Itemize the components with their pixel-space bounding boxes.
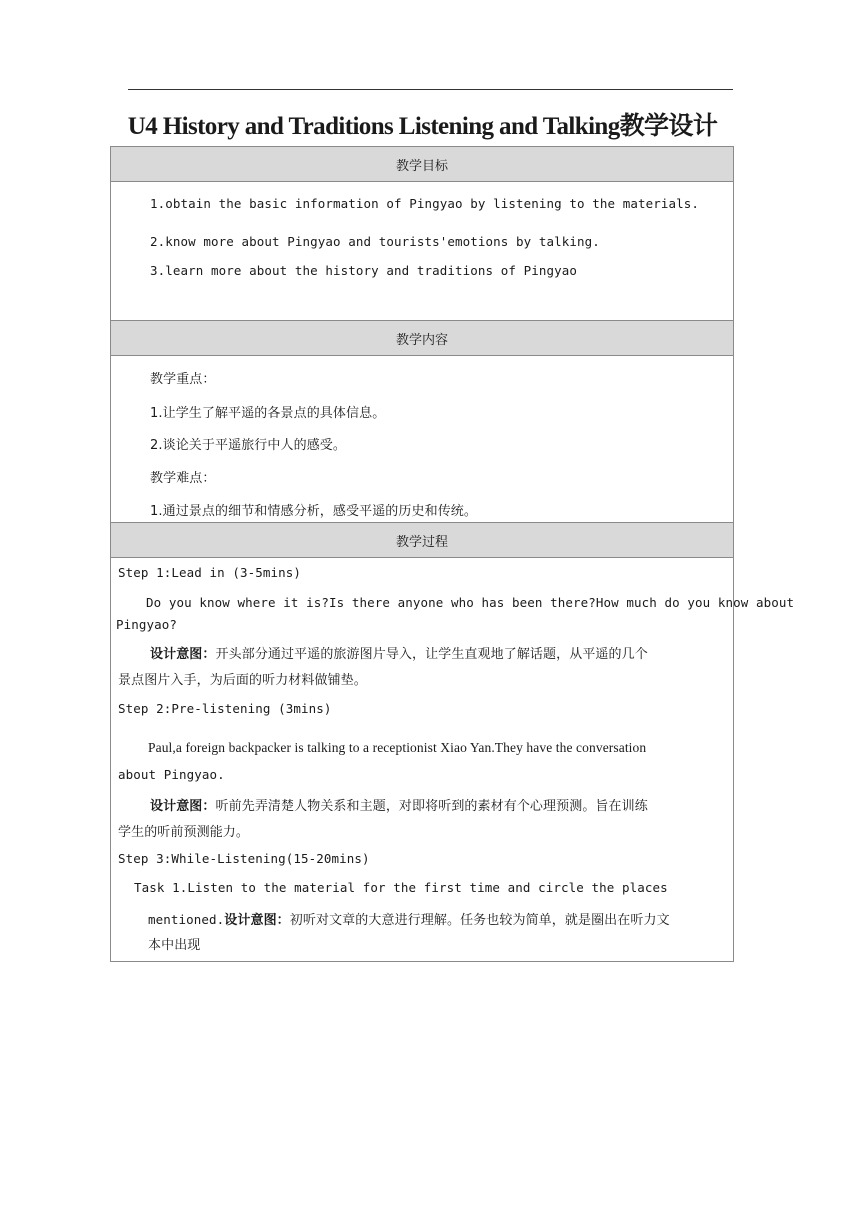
key-point-item: 1.让学生了解平遥的各景点的具体信息。 bbox=[150, 406, 386, 421]
step-2-intent-cont: 学生的听前预测能力。 bbox=[118, 825, 250, 840]
lesson-plan-table bbox=[110, 146, 795, 962]
task-1-intent-cont: 本中出现 bbox=[148, 938, 201, 953]
page-title: U4 History and Traditions Listening and Talking教学设计 bbox=[127, 113, 718, 140]
objective-item: 3.learn more about the history and traditions of Pingyao bbox=[150, 263, 578, 278]
step-1-title: Step 1:Lead in (3-5mins) bbox=[118, 565, 302, 580]
objective-item: 1.obtain the basic information of Pingyao by listening to the materials. bbox=[150, 196, 700, 211]
section-header-process: 教学过程 bbox=[111, 523, 733, 558]
key-point-item: 2.谈论关于平遥旅行中人的感受。 bbox=[150, 438, 347, 453]
section-header-content: 教学内容 bbox=[111, 321, 733, 356]
objectives-cell bbox=[111, 182, 733, 321]
step-1-intent bbox=[150, 643, 648, 662]
section-header-objectives: 教学目标 bbox=[111, 147, 733, 182]
objective-item: 2.know more about Pingyao and tourists'emotions by talking. bbox=[150, 234, 600, 249]
process-cell bbox=[111, 558, 795, 961]
step-1-text-cont: Pingyao? bbox=[116, 617, 178, 632]
step-2-intent-text: 听前先弄清楚人物关系和主题，对即将听到的素材有个心理预测。旨在训练 bbox=[215, 799, 648, 814]
step-1-intent-text: 开头部分通过平遥的旅游图片导入，让学生直观地了解话题，从平遥的几个 bbox=[215, 647, 648, 662]
difficult-point-item: 1.通过景点的细节和情感分析，感受平遥的历史和传统。 bbox=[150, 504, 478, 519]
intent-label: 设计意图： bbox=[150, 647, 216, 662]
step-2-intent bbox=[150, 795, 648, 814]
step-1-text: Do you know where it is?Is there anyone who has been there?How much do you know about bbox=[146, 595, 795, 610]
step-2-text: Paul,a foreign backpacker is talking to a receptionist Xiao Yan.They have the conversation bbox=[148, 740, 647, 755]
content-cell bbox=[111, 356, 733, 523]
difficult-points-label: 教学难点： bbox=[150, 471, 216, 486]
step-1-intent-cont: 景点图片入手，为后面的听力材料做铺垫。 bbox=[118, 673, 367, 688]
step-2-text-cont: about Pingyao. bbox=[118, 767, 225, 782]
task-1-text-cont bbox=[148, 909, 670, 928]
task-1-mentioned: mentioned. bbox=[148, 912, 225, 927]
header-rule bbox=[128, 89, 733, 90]
step-3-title: Step 3:While-Listening(15-20mins) bbox=[118, 851, 370, 866]
task-1-intent-text: 初听对文章的大意进行理解。任务也较为简单，就是圈出在听力文 bbox=[289, 913, 670, 928]
intent-label: 设计意图： bbox=[224, 913, 290, 928]
intent-label: 设计意图： bbox=[150, 799, 216, 814]
step-2-title: Step 2:Pre-listening (3mins) bbox=[118, 701, 332, 716]
key-points-label: 教学重点： bbox=[150, 372, 216, 387]
task-1-text: Task 1.Listen to the material for the first time and circle the places bbox=[134, 880, 668, 895]
